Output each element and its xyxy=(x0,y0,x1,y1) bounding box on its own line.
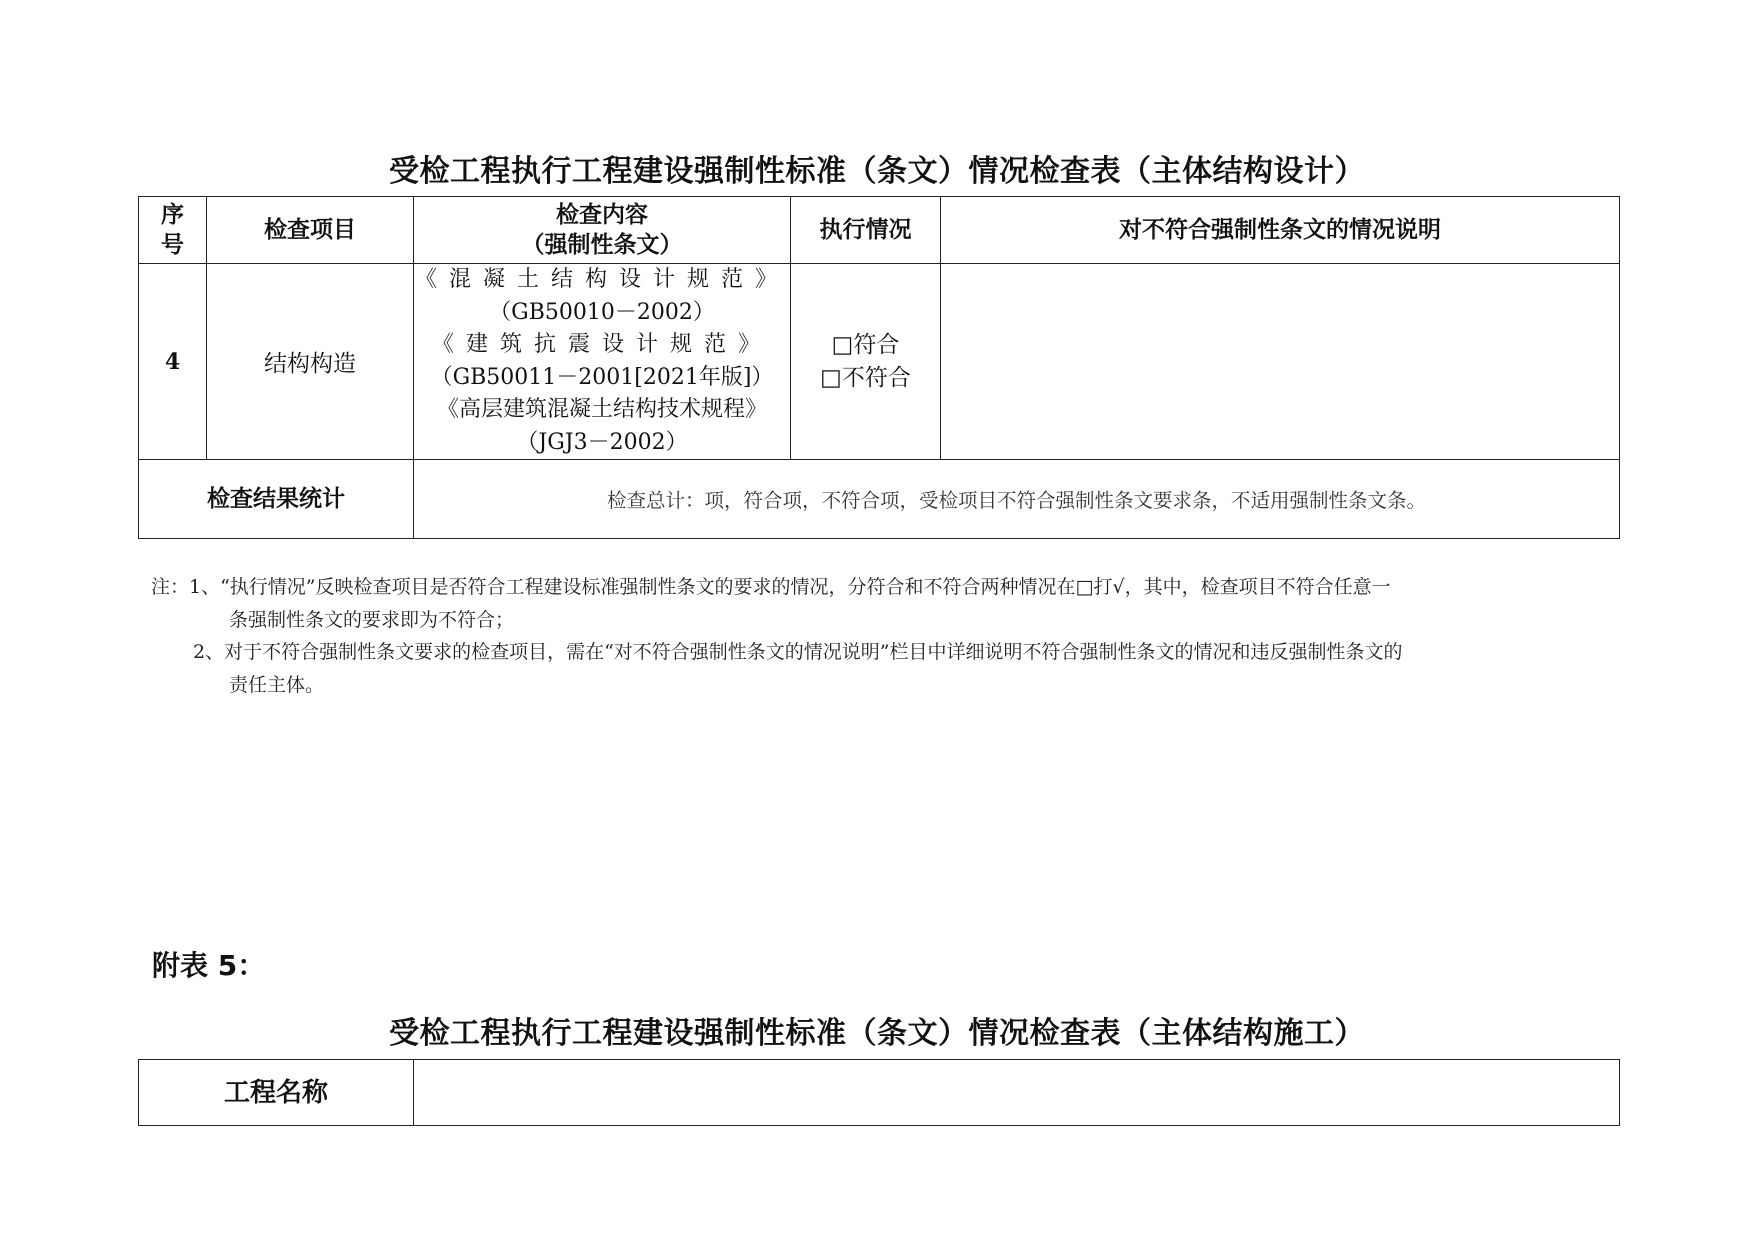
row-status xyxy=(791,264,941,460)
header-content-line2: （强制性条文） xyxy=(521,232,683,258)
standard-name-3: 《高层建筑混凝土结构技术规程》 xyxy=(436,397,767,422)
noncompliant-checkbox[interactable]: □不符合 xyxy=(820,364,911,391)
standard-code-1: （GB50010－2002） xyxy=(489,299,715,325)
header-status: 执行情况 xyxy=(791,197,941,264)
appendix-label: 附表 5： xyxy=(152,949,266,982)
table1-title: 受检工程执行工程建设强制性标准（条文）情况检查表（主体结构设计） xyxy=(389,154,1365,189)
summary-text: 检查总计：项，符合项，不符合项，受检项目不符合强制性条文要求条，不适用强制性条文条。 xyxy=(414,460,1620,539)
row-item: 结构构造 xyxy=(207,264,414,460)
header-content xyxy=(414,197,791,264)
compliant-checkbox[interactable]: □符合 xyxy=(831,331,900,358)
header-explanation: 对不符合强制性条文的情况说明 xyxy=(941,197,1620,264)
standard-code-2: （GB50011－2001[2021年版]） xyxy=(430,364,774,390)
project-name-label: 工程名称 xyxy=(139,1060,414,1126)
header-seq xyxy=(139,197,207,264)
project-name-row xyxy=(139,1060,1620,1126)
inspection-table-construction xyxy=(138,1059,1620,1126)
header-content-line1: 检查内容 xyxy=(556,202,648,228)
row-content xyxy=(414,264,791,460)
table1-header-row xyxy=(139,197,1620,264)
row-seq: 4 xyxy=(139,264,207,460)
header-seq-label: 序号 xyxy=(161,202,184,258)
row-explanation[interactable] xyxy=(941,264,1620,460)
note-1: 注：1、“执行情况”反映检查项目是否符合工程建设标准强制性条文的要求的情况，分符合和不符合两种情况在□打√，其中，检查项目不符合任意一 xyxy=(151,576,1391,598)
standard-name-1: 《混凝土结构设计规范》 xyxy=(414,267,789,292)
notes xyxy=(151,571,1621,701)
summary-label: 检查结果统计 xyxy=(139,460,414,539)
header-item: 检查项目 xyxy=(207,197,414,264)
standard-code-3: （JGJ3－2002） xyxy=(516,429,688,455)
note-2: 2、对于不符合强制性条文要求的检查项目，需在“对不符合强制性条文的情况说明”栏目中详细说明不符合强制性条文的情况和违反强制性条文的 xyxy=(193,641,1403,663)
standard-name-2: 《建筑抗震设计规范》 xyxy=(431,332,772,357)
note-1-continuation: 条强制性条文的要求即为不符合； xyxy=(229,608,515,631)
table2-title: 受检工程执行工程建设强制性标准（条文）情况检查表（主体结构施工） xyxy=(389,1016,1365,1051)
inspection-table-design xyxy=(138,196,1620,539)
project-name-field[interactable] xyxy=(414,1060,1620,1126)
table-row xyxy=(139,264,1620,460)
note-2-continuation: 责任主体。 xyxy=(229,673,325,696)
summary-row xyxy=(139,460,1620,539)
